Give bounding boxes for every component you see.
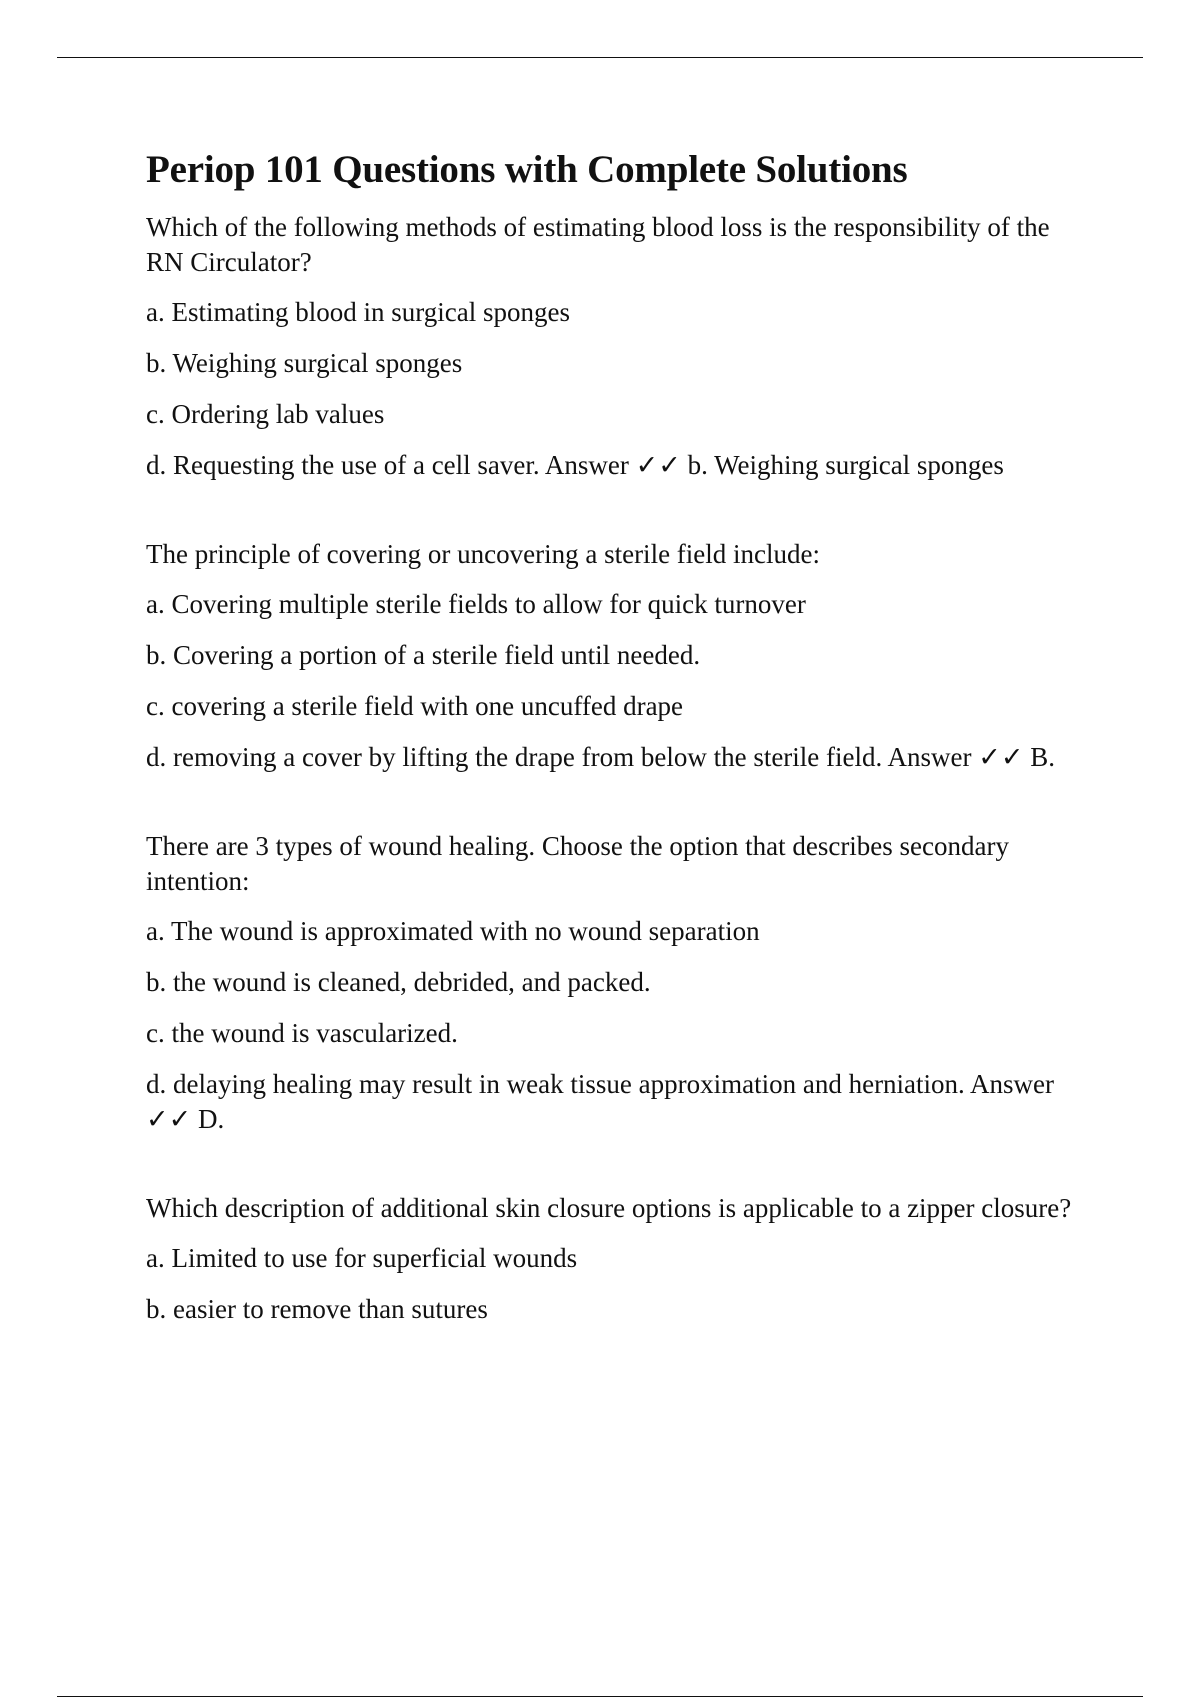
option-b: b. Covering a portion of a sterile field until needed. [146,640,701,670]
option-a: a. Covering multiple sterile fields to allow for quick turnover [146,589,806,619]
option-c: c. Ordering lab values [146,399,385,429]
question-text: Which description of additional skin closure options is applicable to a zipper closure? [146,1193,1072,1223]
question-text: Which of the following methods of estimating blood loss is the responsibility of the RN Circulator? [146,212,1050,277]
option-b: b. Weighing surgical sponges [146,348,463,378]
option-a: a. Limited to use for superficial wounds [146,1243,578,1273]
question-text: The principle of covering or uncovering a sterile field include: [146,539,820,569]
question-block [146,1191,1076,1327]
option-b: b. the wound is cleaned, debrided, and packed. [146,967,651,997]
option-d-with-answer: d. Requesting the use of a cell saver. Answer ✓✓ b. Weighing surgical sponges [146,450,1004,480]
question-block [146,829,1076,1137]
option-d-with-answer: d. removing a cover by lifting the drape from below the sterile field. Answer ✓✓ B. [146,742,1056,772]
question-block [146,210,1076,483]
question-block [146,537,1076,775]
document-body [146,146,1076,1327]
bottom-rule [57,1696,1143,1697]
top-rule [57,57,1143,58]
option-a: a. The wound is approximated with no wound separation [146,916,760,946]
option-d-with-answer: d. delaying healing may result in weak tissue approximation and herniation. Answer ✓✓ D. [146,1069,1055,1134]
option-b: b. easier to remove than sutures [146,1294,488,1324]
option-a: a. Estimating blood in surgical sponges [146,297,570,327]
page-title: Periop 101 Questions with Complete Solutions [146,148,908,191]
question-text: There are 3 types of wound healing. Choose the option that describes secondary intention: [146,831,1009,896]
option-c: c. the wound is vascularized. [146,1018,458,1048]
option-c: c. covering a sterile field with one uncuffed drape [146,691,684,721]
